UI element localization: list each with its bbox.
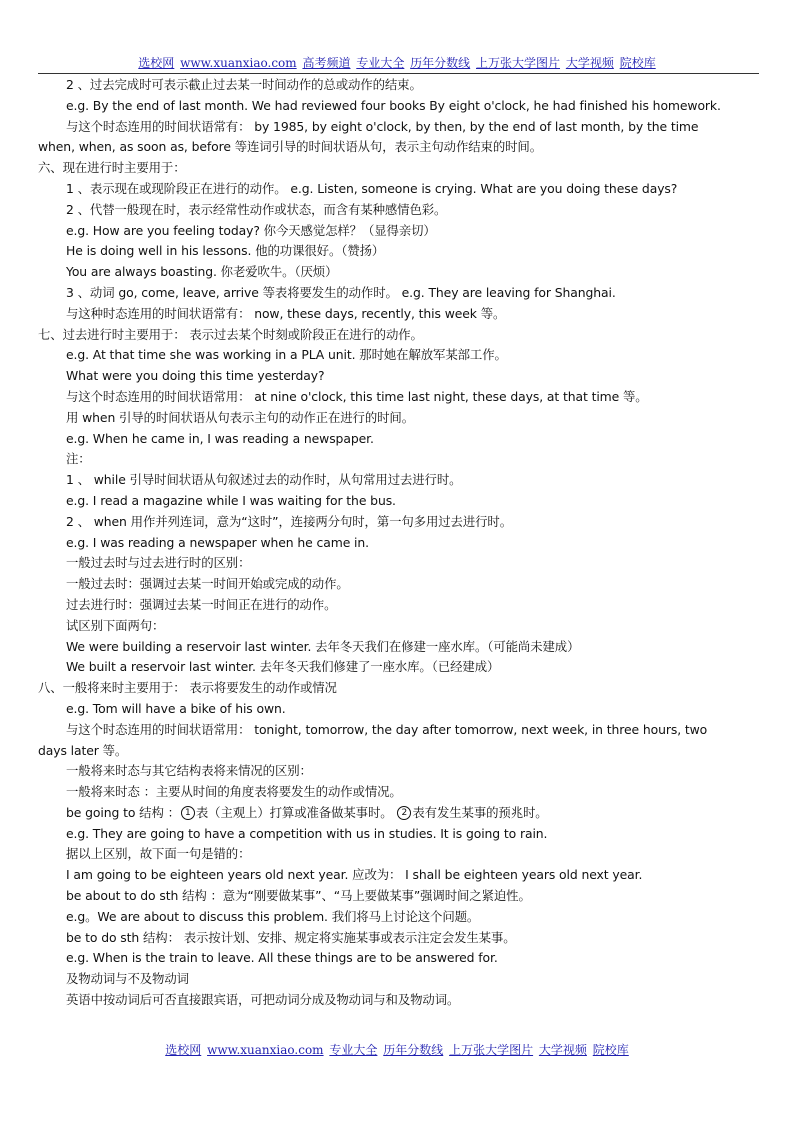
text-line: days later 等。 [38,742,128,758]
header-link-photos[interactable]: 上万张大学图片 [476,56,561,70]
text-line: 八、一般将来时主要用于： 表示将要发生的动作或情况 [38,680,337,696]
text-line: e.g. At that time she was working in a PLA unit. 那时她在解放军某部工作。 [66,347,507,363]
text-line: 及物动词与不及物动词 [66,971,189,987]
text-line [38,803,762,824]
header-link-scores[interactable]: 历年分数线 [410,56,471,70]
text-line: 与这种时态连用的时间状语常有： now, these days, recently, this week 等。 [66,305,506,321]
text-line: 1 、表示现在或现阶段正在进行的动作。 e.g. Listen, someone is crying. What are you doing these days? [66,180,678,196]
text-line: 注： [66,451,91,467]
text-line: e.g。We are about to discuss this problem. 我们将马上讨论这个问题。 [66,908,480,924]
text-line: 七、过去进行时主要用于： 表示过去某个时刻或阶段正在进行的动作。 [38,326,423,342]
header-link-videos[interactable]: 大学视频 [565,56,614,70]
text-line: e.g. I read a magazine while I was waiting for the bus. [66,492,396,508]
footer-link-majors[interactable]: 专业大全 [329,1043,378,1057]
text-line: 一般将来时态 ：主要从时间的角度表将要发生的动作或情况。 [66,784,402,800]
footer-link-videos[interactable]: 大学视频 [538,1043,587,1057]
text-line: 六、现在进行时主要用于： [38,160,186,176]
text-line: e.g. Tom will have a bike of his own. [66,700,286,716]
text-line: 一般过去时与过去进行时的区别： [66,555,251,571]
text-line: We were building a reservoir last winter. 去年冬天我们在修建一座水库。（可能尚未建成） [66,638,580,654]
text-line: 英语中按动词后可否直接跟宾语，可把动词分成及物动词与和及物动词。 [66,992,460,1008]
text-line: 用 when 引导的时间状语从句表示主句的动作正在进行的时间。 [66,409,415,425]
text-line: 3 、动词 go, come, leave, arrive 等表将要发生的动作时。 e.g. They are leaving for Shanghai. [66,284,616,300]
text-line: 与这个时态连用的时间状语常有： by 1985, by eight o'clock, by then, by the end of last month, by the time [66,118,699,134]
text-line: be about to do sth 结构 ：意为“刚要做某事”、“马上要做某事”强调时间之紧迫性。 [66,888,531,904]
page-header [0,54,794,71]
text-line: 2 、过去完成时可表示截止过去某一时间动作的总或动作的结束。 [66,77,422,92]
footer-link-photos[interactable]: 上万张大学图片 [449,1043,534,1057]
page-footer [0,1041,794,1058]
text-line: 一般过去时：强调过去某一时间开始或完成的动作。 [66,576,349,592]
footer-link-xuanxiao[interactable]: 选校网 [165,1043,202,1057]
text-line: e.g. When he came in, I was reading a newspaper. [66,430,374,446]
text-line: We built a reservoir last winter. 去年冬天我们修建了一座水库。（已经建成） [66,659,500,675]
text-line: I am going to be eighteen years old next year. 应改为： I shall be eighteen years old next year. [66,867,643,883]
text-line: 一般将来时态与其它结构表将来情况的区别： [66,763,312,779]
text-line: 据以上区别，故下面一句是错的： [66,846,251,862]
text-line: 1 、 while 引导时间状语从句叙述过去的动作时，从句常用过去进行时。 [66,472,462,488]
text-line: when, when, as soon as, before 等连词引导的时间状语从句，表示主句动作结束的时间。 [38,139,542,155]
footer-link-colleges[interactable]: 院校库 [592,1043,629,1057]
text-fragment: be going to 结构 ： [66,804,180,820]
header-link-url[interactable]: www.xuanxiao.com [180,56,297,70]
header-link-gaokao[interactable]: 高考频道 [302,56,351,70]
footer-link-url[interactable]: www.xuanxiao.com [207,1043,324,1057]
text-line: 与这个时态连用的时间状语常用： at nine o'clock, this time last night, these days, at that time 等。 [66,388,648,404]
text-line: He is doing well in his lessons. 他的功课很好。（赞扬） [66,243,385,259]
text-fragment: 表（主观上）打算或准备做某事时。 [195,804,397,820]
text-line: e.g. By the end of last month. We had reviewed four books By eight o'clock, he had finished his homework. [66,97,721,113]
text-line: 与这个时态连用的时间状语常用： tonight, tomorrow, the day after tomorrow, next week, in three hours, two [66,721,708,737]
header-link-xuanxiao[interactable]: 选校网 [138,56,175,70]
text-fragment: 表有发生某事的预兆时。 [412,804,548,820]
text-line: 2 、 when 用作并列连词，意为“这时”，连接两分句时，第一句多用过去进行时。 [66,513,513,529]
header-link-colleges[interactable]: 院校库 [619,56,656,70]
text-line: e.g. How are you feeling today? 你今天感觉怎样？（显得亲切） [66,222,436,238]
text-line: 试区别下面两句： [66,617,165,633]
header-link-majors[interactable]: 专业大全 [356,56,405,70]
header-divider [38,73,759,74]
text-line: e.g. They are going to have a competition with us in studies. It is going to rain. [66,825,548,841]
text-line: What were you doing this time yesterday? [66,368,325,384]
text-line: be to do sth 结构： 表示按计划、安排、规定将实施某事或表示注定会发生某事。 [66,929,516,945]
circled-number-icon: 1 [181,806,195,820]
text-line: 2 、代替一般现在时，表示经常性动作或状态，而含有某种感情色彩。 [66,201,447,217]
circled-number-icon: 2 [397,806,411,820]
text-line: e.g. When is the train to leave. All these things are to be answered for. [66,950,498,966]
text-line: 过去进行时：强调过去某一时间正在进行的动作。 [66,596,337,612]
text-line: e.g. I was reading a newspaper when he came in. [66,534,369,550]
text-line: You are always boasting. 你老爱吹牛。（厌烦） [66,264,338,280]
document-body [38,75,762,1011]
footer-link-scores[interactable]: 历年分数线 [383,1043,444,1057]
